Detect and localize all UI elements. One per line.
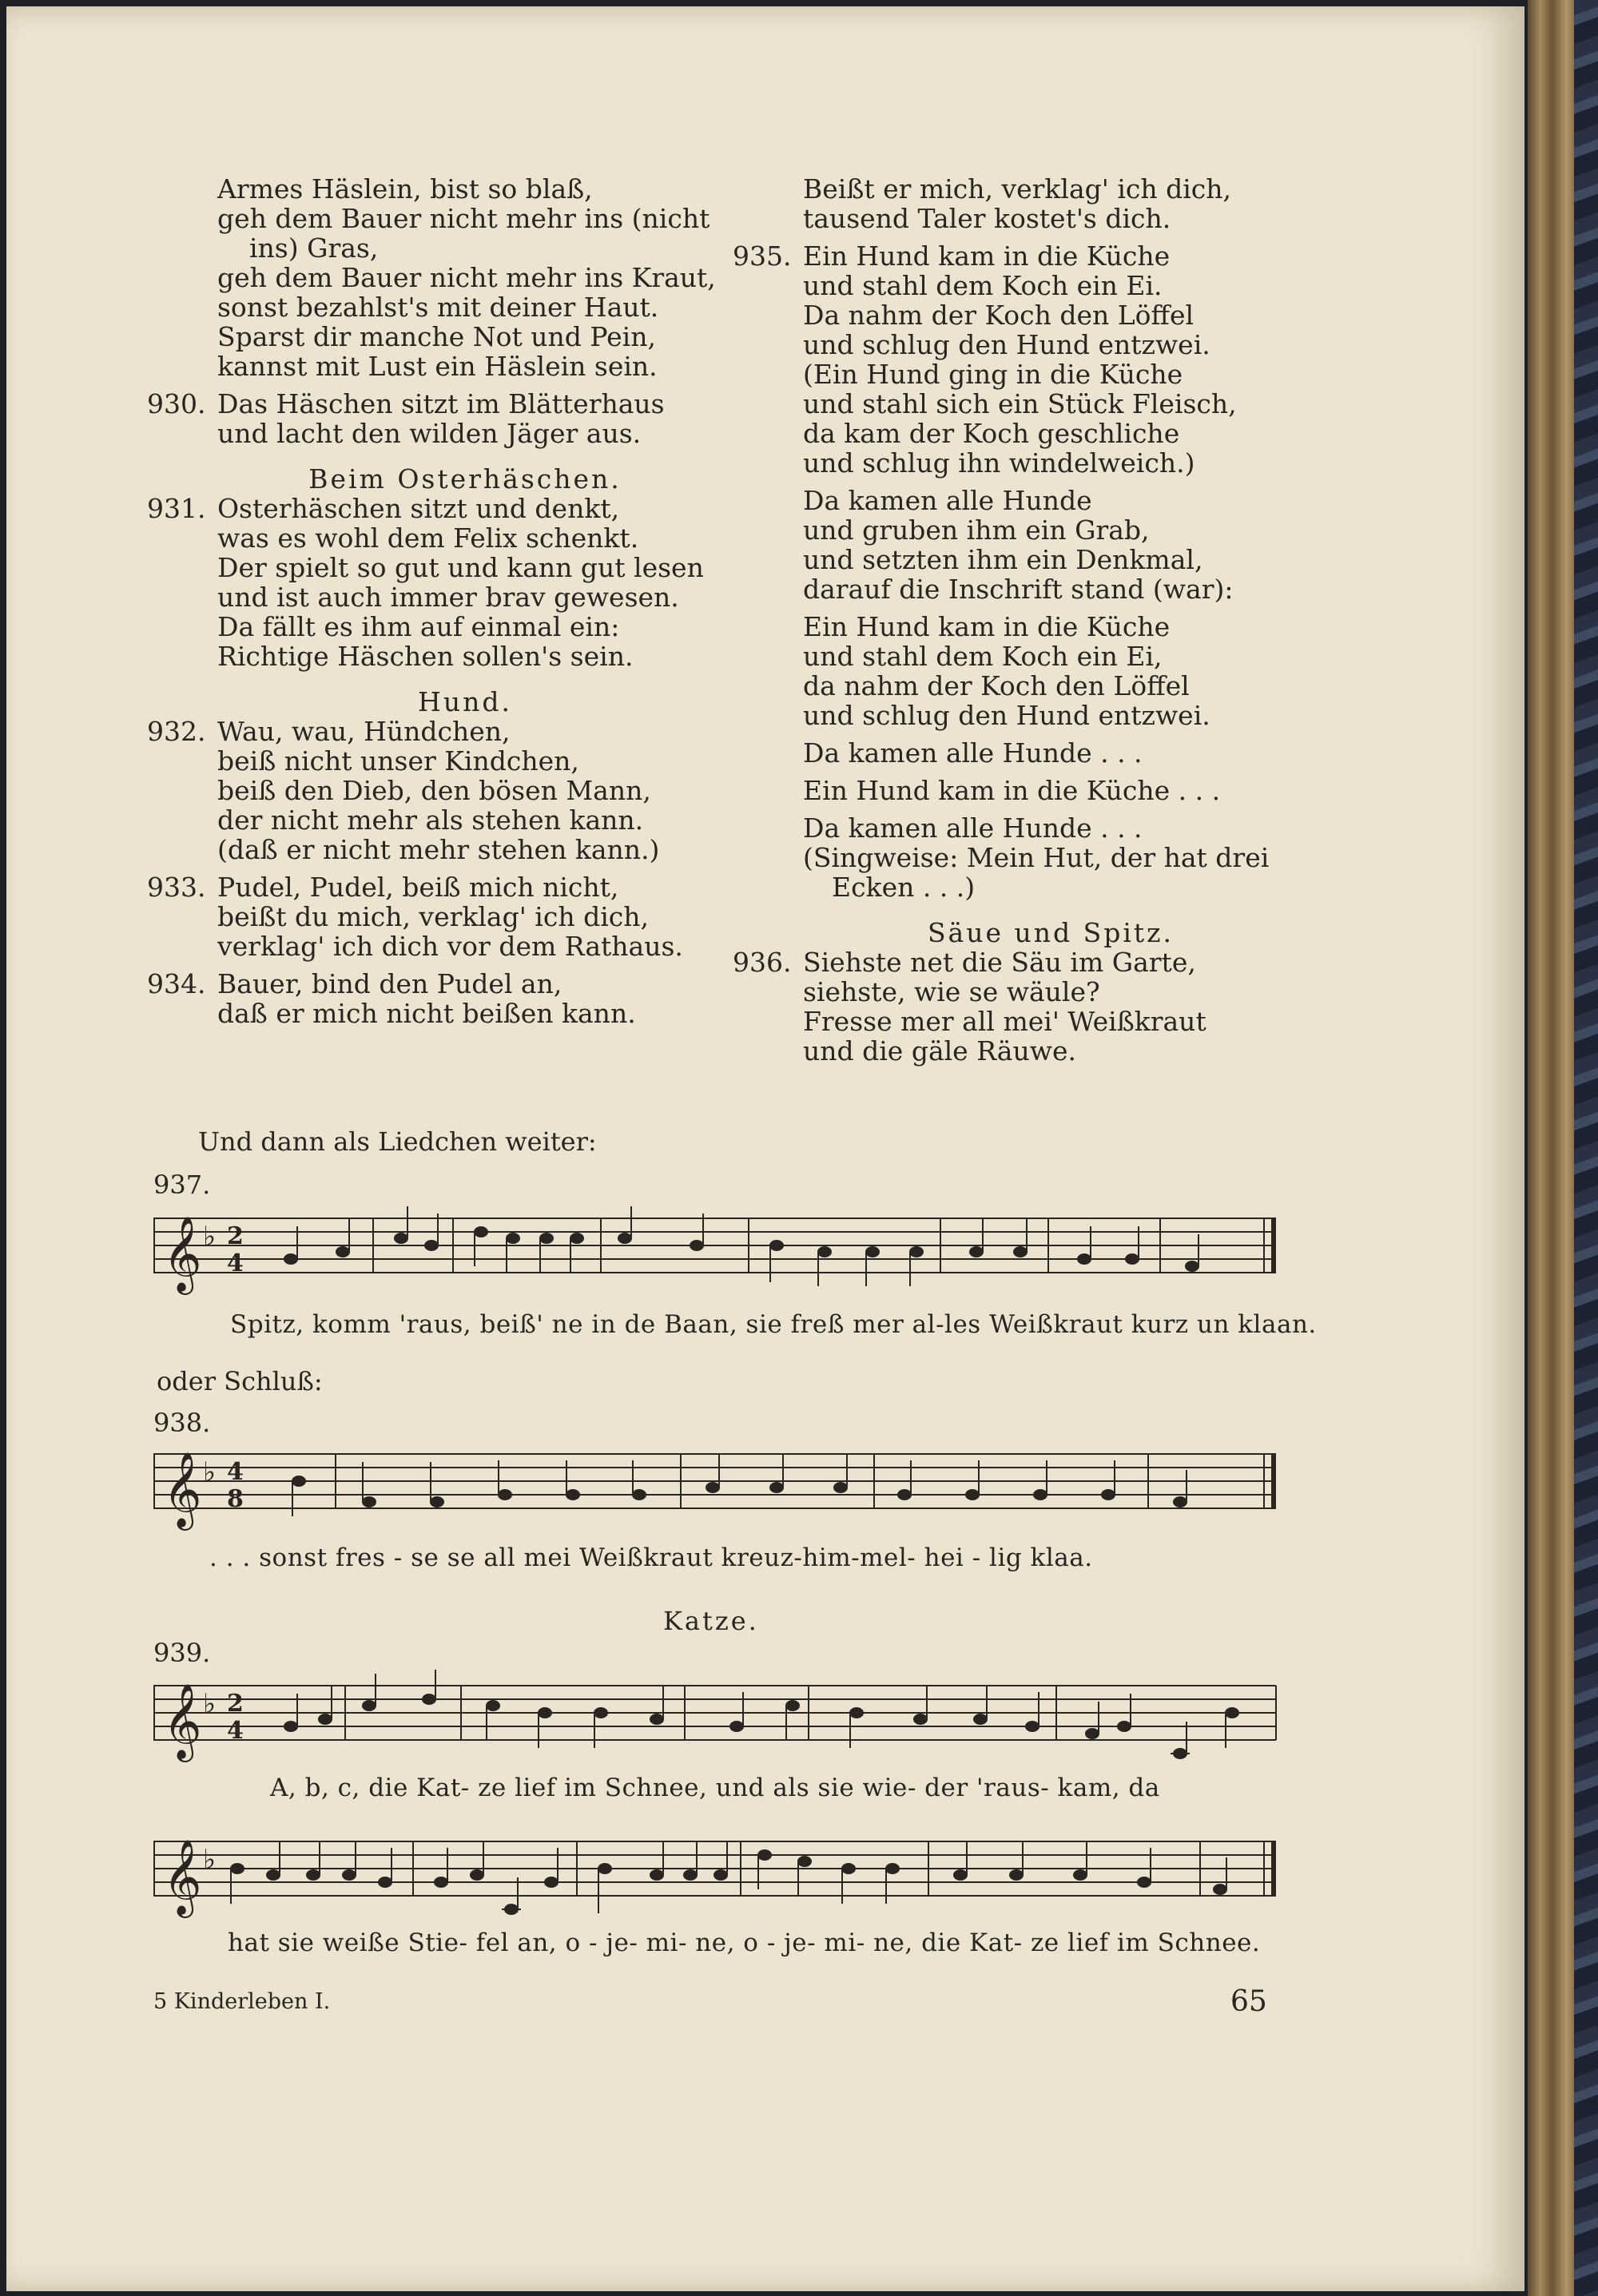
flat-icon: ♭ <box>203 1456 217 1488</box>
flat-icon: ♭ <box>203 1844 217 1876</box>
section-heading: Säue und Spitz. <box>927 917 1175 948</box>
verse-line: Ecken . . .) <box>832 872 976 903</box>
verse-line: Ein Hund kam in die Küche <box>803 240 1171 272</box>
verse-line: (daß er nicht mehr stehen kann.) <box>217 834 660 865</box>
verse-line: und stahl sich ein Stück Fleisch, <box>803 388 1237 419</box>
section-heading: Beim Osterhäschen. <box>308 463 622 495</box>
time-signature-bottom: 8 <box>227 1485 244 1513</box>
verse-935 <box>733 240 1298 903</box>
section-heading-katze: Katze. <box>663 1606 759 1636</box>
verse-line: Armes Häslein, bist so blaß, <box>217 173 593 205</box>
left-column <box>147 173 716 1029</box>
time-signature-bottom: 4 <box>227 1717 244 1745</box>
verse-930 <box>147 388 713 449</box>
verse-line: (Ein Hund ging in die Küche <box>803 359 1183 390</box>
verse-929-continuation <box>217 173 716 382</box>
music-staff-939a <box>153 1670 1280 1774</box>
verse-line: Beißt er mich, verklag' ich dich, <box>803 173 1232 205</box>
treble-clef-icon: 𝄞 <box>163 1452 202 1527</box>
verse-line: Richtige Häschen sollen's sein. <box>217 641 634 672</box>
verse-line: siehste, wie se wäule? <box>803 976 1100 1007</box>
verse-number: 931. <box>147 493 206 524</box>
verse-line: und setzten ihm ein Denkmal, <box>803 544 1203 575</box>
verse-line: der nicht mehr als stehen kann. <box>217 804 644 836</box>
verse-line: und ist auch immer brav gewesen. <box>217 582 679 613</box>
song-number: 938. <box>153 1408 211 1438</box>
time-signature-top: 2 <box>227 1222 244 1250</box>
verse-number: 936. <box>733 947 792 978</box>
verse-line: Da nahm der Koch den Löffel <box>803 300 1195 331</box>
verse-line: und gruben ihm ein Grab, <box>803 514 1150 546</box>
verse-line: da kam der Koch geschliche <box>803 418 1180 449</box>
music-staff-939b <box>153 1825 1280 1929</box>
treble-clef-icon: 𝄞 <box>163 1839 202 1915</box>
verse-line: Da kamen alle Hunde . . . <box>803 812 1143 844</box>
verse-933 <box>147 872 713 962</box>
verse-number: 935. <box>733 240 792 272</box>
verse-line: und schlug ihn windelweich.) <box>803 447 1195 479</box>
verse-number: 933. <box>147 872 206 903</box>
verse-line: Ein Hund kam in die Küche <box>803 611 1171 642</box>
music-staff-937 <box>153 1202 1280 1306</box>
verse-line: was es wohl dem Felix schenkt. <box>217 522 639 554</box>
flat-icon: ♭ <box>203 1221 217 1253</box>
lyrics-937: Spitz, komm 'raus, beiß' ne in de Baan, sie freß mer al-les Weißkraut kurz un klaan. <box>230 1310 1317 1339</box>
verse-line: Wau, wau, Hündchen, <box>217 716 511 747</box>
verse-931 <box>147 493 713 672</box>
verse-line: Pudel, Pudel, beiß mich nicht, <box>217 872 619 903</box>
music-intro: Und dann als Liedchen weiter: <box>198 1126 597 1157</box>
verse-line: Der spielt so gut und kann gut lesen <box>217 552 704 583</box>
lyrics-939-line2: hat sie weiße Stie- fel an, o - je- mi- ne, o - je- mi- ne, die Kat- ze lief im Schnee. <box>228 1929 1261 1957</box>
verse-line: da nahm der Koch den Löffel <box>803 670 1190 701</box>
verse-line: Ein Hund kam in die Küche . . . <box>803 775 1221 806</box>
verse-line: kannst mit Lust ein Häslein sein. <box>217 351 658 382</box>
signature-mark: 5 Kinderleben I. <box>153 1989 331 2014</box>
verse-line: und lacht den wilden Jäger aus. <box>217 418 642 449</box>
verse-line: darauf die Inschrift stand (war): <box>803 574 1234 605</box>
verse-line: verklag' ich dich vor dem Rathaus. <box>217 931 683 962</box>
verse-line: und schlug den Hund entzwei. <box>803 700 1210 731</box>
verse-line: geh dem Bauer nicht mehr ins (nicht <box>217 203 710 234</box>
verse-line: und stahl dem Koch ein Ei. <box>803 270 1163 301</box>
treble-clef-icon: 𝄞 <box>163 1216 202 1292</box>
right-column <box>733 173 1298 1067</box>
verse-line: Fresse mer all mei' Weißkraut <box>803 1006 1206 1037</box>
time-signature-top: 2 <box>227 1690 244 1718</box>
verse-line: Da kamen alle Hunde <box>803 485 1092 516</box>
verse-line: Das Häschen sitzt im Blätterhaus <box>217 388 665 419</box>
music-staff-938 <box>153 1438 1280 1542</box>
verse-line: und die gäle Räuwe. <box>803 1035 1076 1067</box>
oder-schluss-label: oder Schluß: <box>157 1366 323 1396</box>
verse-line: beiß den Dieb, den bösen Mann, <box>217 775 651 806</box>
section-heading: Hund. <box>418 686 512 717</box>
verse-line: und stahl dem Koch ein Ei, <box>803 641 1163 672</box>
verse-934 <box>147 968 713 1029</box>
verse-932 <box>147 716 713 865</box>
song-number: 939. <box>153 1638 211 1668</box>
lyrics-938: . . . sonst fres - se se all mei Weißkraut kreuz-him-mel- hei - lig klaa. <box>209 1543 1093 1572</box>
notes-group <box>292 1454 1187 1516</box>
verse-line: ins) Gras, <box>249 232 379 264</box>
verse-line: tausend Taler kostet's dich. <box>803 203 1171 234</box>
verse-line: beiß nicht unser Kindchen, <box>217 745 579 777</box>
verse-number: 934. <box>147 968 206 999</box>
treble-clef-icon: 𝄞 <box>163 1683 202 1759</box>
verse-line: Bauer, bind den Pudel an, <box>217 968 562 999</box>
verse-line: geh dem Bauer nicht mehr ins Kraut, <box>217 262 716 293</box>
verse-line: Da kamen alle Hunde . . . <box>803 737 1143 769</box>
verse-line: Siehste net die Säu im Garte, <box>803 947 1196 978</box>
verse-line: (Singweise: Mein Hut, der hat drei <box>803 842 1270 873</box>
page-number: 65 <box>1230 1985 1267 2018</box>
flat-icon: ♭ <box>203 1688 217 1720</box>
verse-line: beißt du mich, verklag' ich dich, <box>217 901 649 932</box>
song-number: 937. <box>153 1170 211 1200</box>
verse-936 <box>733 947 1298 1067</box>
verse-number: 930. <box>147 388 206 419</box>
verse-line: daß er mich nicht beißen kann. <box>217 998 636 1029</box>
verse-line: und schlug den Hund entzwei. <box>803 329 1210 360</box>
verse-number: 932. <box>147 716 206 747</box>
time-signature-bottom: 4 <box>227 1249 244 1277</box>
verse-line: sonst bezahlst's mit deiner Haut. <box>217 292 659 323</box>
verse-line: Da fällt es ihm auf einmal ein: <box>217 611 620 642</box>
marbled-edge <box>1574 0 1598 2296</box>
lyrics-939-line1: A, b, c, die Kat- ze lief im Schnee, und als sie wie- der 'raus- kam, da <box>270 1774 1160 1802</box>
verse-line: Osterhäschen sitzt und denkt, <box>217 493 620 524</box>
verse-line: Sparst dir manche Not und Pein, <box>217 321 656 352</box>
time-signature-top: 4 <box>227 1458 244 1486</box>
notes-group <box>231 1841 1226 1914</box>
notes-group <box>284 1670 1238 1758</box>
